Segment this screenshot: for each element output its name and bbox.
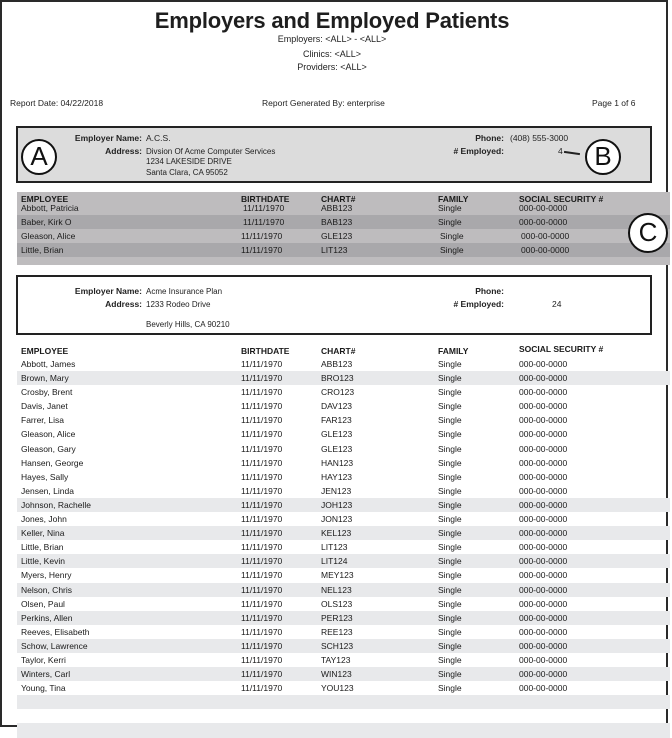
birthdate: 11/11/1970 <box>241 598 283 609</box>
employee-name: Perkins, Allen <box>21 612 73 623</box>
table-row <box>17 540 670 554</box>
birthdate: 11/11/1970 <box>241 640 283 651</box>
table-row <box>17 442 670 456</box>
chart-number: FAR123 <box>321 415 352 426</box>
birthdate: 11/11/1970 <box>241 245 283 256</box>
birthdate: 11/11/1970 <box>241 626 283 637</box>
table-row <box>17 568 670 582</box>
table-row <box>17 625 670 639</box>
chart-number: JOH123 <box>321 499 353 510</box>
chart-number: CRO123 <box>321 387 355 398</box>
table-header <box>17 344 670 357</box>
employee-name: Winters, Carl <box>21 669 71 680</box>
chart-number: ABB123 <box>321 359 353 369</box>
employed-label: # Employed: <box>453 299 504 309</box>
employee-name: Hansen, George <box>21 457 84 468</box>
employee-name: Baber, Kirk O <box>21 217 72 228</box>
employed-label: # Employed: <box>453 146 504 156</box>
ssn: 000-00-0000 <box>519 485 568 496</box>
employee-name: Keller, Nina <box>21 528 65 539</box>
table-row <box>17 498 670 512</box>
employer-header-acs <box>16 126 652 183</box>
employee-table-acs <box>17 192 670 265</box>
chart-number: WIN123 <box>321 669 352 680</box>
table-row <box>17 597 670 611</box>
ssn: 000-00-0000 <box>519 217 568 228</box>
employer-name-label: Employer Name: <box>74 286 142 296</box>
col-employee: EMPLOYEE <box>21 194 69 204</box>
ssn: 000-00-0000 <box>519 373 568 384</box>
family: Single <box>438 640 462 651</box>
ssn: 000-00-0000 <box>519 499 568 510</box>
family: Single <box>438 485 462 496</box>
birthdate: 11/11/1970 <box>241 485 283 496</box>
employed-count: 4 <box>558 146 563 156</box>
family: Single <box>438 387 462 398</box>
birthdate: 11/11/1970 <box>241 669 283 680</box>
family: Single <box>438 217 462 228</box>
birthdate: 11/11/1970 <box>243 203 285 214</box>
birthdate: 11/11/1970 <box>241 471 283 482</box>
ssn: 000-00-0000 <box>519 584 568 595</box>
family: Single <box>438 203 462 214</box>
table-row <box>17 653 670 667</box>
family: Single <box>438 612 462 623</box>
table-row <box>17 639 670 653</box>
family: Single <box>440 245 464 256</box>
employee-name: Abbott, James <box>21 359 76 369</box>
table-row <box>17 512 670 526</box>
family: Single <box>438 683 462 694</box>
employee-name: Abbott, Patricia <box>21 203 79 214</box>
col-birthdate: BIRTHDATE <box>241 194 290 204</box>
ssn: 000-00-0000 <box>519 387 568 398</box>
birthdate: 11/11/1970 <box>241 231 283 242</box>
employee-name: Hayes, Sally <box>21 471 69 482</box>
employee-name: Young, Tina <box>21 683 66 694</box>
col-family: FAMILY <box>438 346 469 356</box>
chart-number: LIT123 <box>321 245 348 256</box>
family: Single <box>438 584 462 595</box>
family: Single <box>438 514 462 525</box>
ssn: 000-00-0000 <box>519 457 568 468</box>
filter-providers: Providers: <ALL> <box>297 62 367 72</box>
employee-table-acme-insurance <box>17 344 670 738</box>
ssn: 000-00-0000 <box>519 556 568 567</box>
family: Single <box>438 669 462 680</box>
phone-label: Phone: <box>475 133 504 143</box>
family: Single <box>438 654 462 665</box>
birthdate: 11/11/1970 <box>241 443 283 454</box>
employee-name: Crosby, Brent <box>21 387 73 398</box>
employee-name: Reeves, Elisabeth <box>21 626 90 637</box>
chart-number: MEY123 <box>321 570 354 581</box>
chart-number: NEL123 <box>321 584 352 595</box>
chart-number: LIT123 <box>321 542 348 553</box>
family: Single <box>438 415 462 426</box>
chart-number: PER123 <box>321 612 353 623</box>
table-row <box>17 681 670 695</box>
employee-name: Olsen, Paul <box>21 598 65 609</box>
employee-name: Brown, Mary <box>21 373 69 384</box>
birthdate: 11/11/1970 <box>241 654 283 665</box>
callout-a: A <box>21 139 57 175</box>
chart-number: GLE123 <box>321 443 353 454</box>
phone-label: Phone: <box>475 286 504 296</box>
employer-name-label: Employer Name: <box>74 133 142 143</box>
chart-number: REE123 <box>321 626 353 637</box>
address-line3: Santa Clara, CA 95052 <box>146 168 228 177</box>
employee-name: Gleason, Alice <box>21 231 76 242</box>
chart-number: JEN123 <box>321 485 352 496</box>
page-number: Page 1 of 6 <box>592 98 636 108</box>
ssn: 000-00-0000 <box>519 598 568 609</box>
birthdate: 11/11/1970 <box>241 528 283 539</box>
chart-number: GLE123 <box>321 429 353 440</box>
family: Single <box>438 471 462 482</box>
family: Single <box>438 570 462 581</box>
ssn: 000-00-0000 <box>519 683 568 694</box>
employee-name: Schow, Lawrence <box>21 640 88 651</box>
col-chart: CHART# <box>321 194 356 204</box>
col-birthdate: BIRTHDATE <box>241 346 290 356</box>
employee-name: Taylor, Kerri <box>21 654 66 665</box>
report-title: Employers and Employed Patients <box>154 8 510 33</box>
table-row <box>17 583 670 597</box>
family: Single <box>438 443 462 454</box>
family: Single <box>438 401 462 412</box>
ssn: 000-00-0000 <box>519 542 568 553</box>
chart-number: OLS123 <box>321 598 353 609</box>
ssn: 000-00-0000 <box>519 401 568 412</box>
chart-number: HAN123 <box>321 457 354 468</box>
table-row <box>17 667 670 681</box>
birthdate: 11/11/1970 <box>241 514 283 525</box>
ssn: 000-00-0000 <box>519 443 568 454</box>
table-row <box>17 554 670 568</box>
table-row <box>17 526 670 540</box>
family: Single <box>438 457 462 468</box>
callout-b: B <box>585 139 621 175</box>
family: Single <box>438 542 462 553</box>
table-row <box>17 484 670 498</box>
address-line1: Divsion Of Acme Computer Services <box>146 147 276 156</box>
employee-name: Gleason, Gary <box>21 443 76 454</box>
birthdate: 11/11/1970 <box>241 570 283 581</box>
table-row <box>17 413 670 427</box>
callout-c: C <box>628 213 668 253</box>
chart-number: BAB123 <box>321 217 353 228</box>
table-row <box>17 229 670 243</box>
birthdate: 11/11/1970 <box>241 373 283 384</box>
ssn: 000-00-0000 <box>519 203 568 214</box>
employee-name: Little, Brian <box>21 245 64 256</box>
col-chart: CHART# <box>321 346 356 356</box>
ssn: 000-00-0000 <box>519 415 568 426</box>
phone-value: (408) 555-3000 <box>510 133 569 143</box>
table-row <box>17 385 670 399</box>
table-row <box>17 470 670 484</box>
birthdate: 11/11/1970 <box>241 429 283 440</box>
empty-row <box>17 709 670 723</box>
ssn: 000-00-0000 <box>521 231 570 242</box>
filter-clinics: Clinics: <ALL> <box>302 49 362 59</box>
ssn: 000-00-0000 <box>519 669 568 680</box>
ssn: 000-00-0000 <box>519 514 568 525</box>
family: Single <box>438 359 462 369</box>
chart-number: TAY123 <box>321 654 351 665</box>
employee-name: Gleason, Alice <box>21 429 76 440</box>
ssn: 000-00-0000 <box>519 626 568 637</box>
empty-row <box>17 723 670 737</box>
employer-name: Acme Insurance Plan <box>146 287 223 296</box>
table-row <box>17 456 670 470</box>
birthdate: 11/11/1970 <box>241 457 283 468</box>
col-family: FAMILY <box>438 194 469 204</box>
birthdate: 11/11/1970 <box>241 612 283 623</box>
birthdate: 11/11/1970 <box>241 359 283 369</box>
birthdate: 11/11/1970 <box>241 556 283 567</box>
address-line1: 1233 Rodeo Drive <box>146 300 211 309</box>
employer-header-acme-insurance <box>16 275 652 335</box>
table-row <box>17 243 670 257</box>
chart-number: SCH123 <box>321 640 354 651</box>
filter-employers: Employers: <ALL> - <ALL> <box>277 34 387 44</box>
empty-row <box>17 695 670 709</box>
family: Single <box>438 626 462 637</box>
address-line2: 1234 LAKESIDE DRIVE <box>146 157 232 166</box>
ssn: 000-00-0000 <box>519 570 568 581</box>
address-label: Address: <box>105 146 142 156</box>
table-row <box>17 357 670 371</box>
address-line3: Beverly Hills, CA 90210 <box>146 320 230 329</box>
birthdate: 11/11/1970 <box>241 415 283 426</box>
chart-number: YOU123 <box>321 683 354 694</box>
chart-number: KEL123 <box>321 528 352 539</box>
employee-name: Farrer, Lisa <box>21 415 64 426</box>
table-row <box>17 611 670 625</box>
family: Single <box>440 231 464 242</box>
birthdate: 11/11/1970 <box>243 217 285 228</box>
chart-number: GLE123 <box>321 231 353 242</box>
chart-number: DAV123 <box>321 401 353 412</box>
family: Single <box>438 598 462 609</box>
col-ssn: SOCIAL SECURITY # <box>519 344 604 354</box>
birthdate: 11/11/1970 <box>241 387 283 398</box>
ssn: 000-00-0000 <box>519 429 568 440</box>
ssn: 000-00-0000 <box>519 612 568 623</box>
col-employee: EMPLOYEE <box>21 346 69 356</box>
ssn: 000-00-0000 <box>519 528 568 539</box>
table-row <box>17 215 670 229</box>
table-row <box>17 371 670 385</box>
chart-number: BRO123 <box>321 373 354 384</box>
table-row <box>17 399 670 413</box>
ssn: 000-00-0000 <box>519 640 568 651</box>
table-row <box>17 427 670 441</box>
employee-name: Nelson, Chris <box>21 584 73 595</box>
birthdate: 11/11/1970 <box>241 401 283 412</box>
birthdate: 11/11/1970 <box>241 542 283 553</box>
employee-name: Little, Brian <box>21 542 64 553</box>
report-generated-by: Report Generated By: enterprise <box>262 98 385 108</box>
family: Single <box>438 499 462 510</box>
ssn: 000-00-0000 <box>519 654 568 665</box>
chart-number: LIT124 <box>321 556 348 567</box>
family: Single <box>438 429 462 440</box>
ssn: 000-00-0000 <box>519 359 568 369</box>
family: Single <box>438 528 462 539</box>
family: Single <box>438 556 462 567</box>
ssn: 000-00-0000 <box>519 471 568 482</box>
address-label: Address: <box>105 299 142 309</box>
chart-number: ABB123 <box>321 203 353 214</box>
employee-name: Johnson, Rachelle <box>21 499 91 510</box>
family: Single <box>438 373 462 384</box>
report-date: Report Date: 04/22/2018 <box>10 98 104 108</box>
col-ssn: SOCIAL SECURITY # <box>519 194 604 204</box>
employee-name: Myers, Henry <box>21 570 72 581</box>
ssn: 000-00-0000 <box>521 245 570 256</box>
employee-name: Little, Kevin <box>21 556 65 567</box>
table-row <box>17 201 670 215</box>
employee-name: Davis, Janet <box>21 401 68 412</box>
birthdate: 11/11/1970 <box>241 584 283 595</box>
birthdate: 11/11/1970 <box>241 683 283 694</box>
employee-name: Jones, John <box>21 514 67 525</box>
employer-name: A.C.S. <box>146 133 171 143</box>
chart-number: JON123 <box>321 514 353 525</box>
birthdate: 11/11/1970 <box>241 499 283 510</box>
employee-name: Jensen, Linda <box>21 485 74 496</box>
employed-count: 24 <box>552 299 562 309</box>
chart-number: HAY123 <box>321 471 353 482</box>
